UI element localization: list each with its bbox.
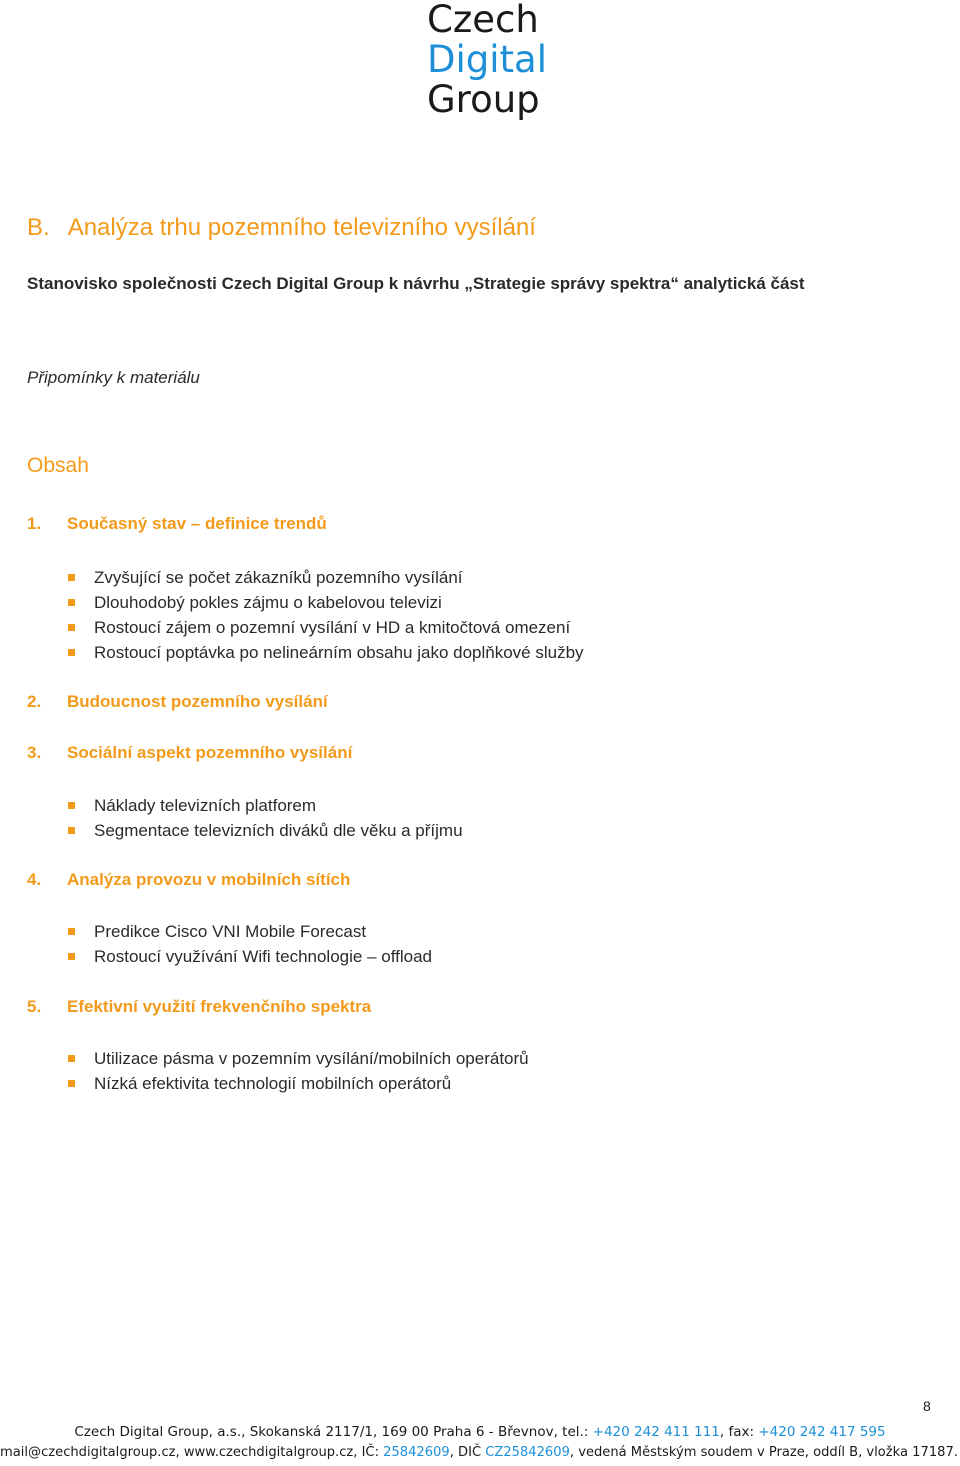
section-title: Současný stav – definice trendů: [67, 514, 327, 533]
logo-line-2: Digital: [427, 38, 547, 81]
section-title: Efektivní využití frekvenčního spektra: [67, 997, 372, 1016]
list-item: Zvyšující se počet zákazníků pozemního vysílání: [68, 565, 584, 590]
section-heading-3: [27, 743, 352, 763]
list-item: Nízká efektivita technologií mobilních operátorů: [68, 1071, 529, 1096]
section-number: 5.: [27, 997, 42, 1016]
section-heading-1: [27, 514, 327, 534]
section-number: 4.: [27, 870, 42, 889]
bullet-square-icon: [68, 1080, 75, 1087]
list-item: Segmentace televizních diváků dle věku a příjmu: [68, 818, 463, 843]
section-heading-5: [27, 997, 371, 1017]
section-number: 2.: [27, 692, 42, 711]
logo-line-1: Czech: [427, 0, 539, 41]
footer-address-line: Czech Digital Group, a.s., Skokanská 2117/1, 169 00 Praha 6 - Břevnov, tel.: +420 242 411 111, fax: +420 242 417 595: [74, 1424, 886, 1440]
list-item: Rostoucí zájem o pozemní vysílání v HD a kmitočtová omezení: [68, 615, 584, 640]
list-item: Rostoucí poptávka po nelineárním obsahu jako doplňkové služby: [68, 640, 584, 665]
bullet-square-icon: [68, 599, 75, 606]
bullet-square-icon: [68, 928, 75, 935]
list-item: Predikce Cisco VNI Mobile Forecast: [68, 919, 432, 944]
title-letter: B.: [27, 214, 50, 241]
section-1-list: [68, 565, 584, 665]
section-title: Budoucnost pozemního vysílání: [67, 692, 328, 711]
title-text: Analýza trhu pozemního televizního vysílání: [67, 214, 536, 241]
bullet-square-icon: [68, 953, 75, 960]
section-3-list: [68, 793, 463, 843]
bullet-square-icon: [68, 649, 75, 656]
section-title: Sociální aspekt pozemního vysílání: [67, 743, 353, 762]
section-heading-4: [27, 870, 350, 890]
section-number: 3.: [27, 743, 42, 762]
section-heading-2: [27, 692, 328, 712]
footer-registration-line: mail@czechdigitalgroup.cz, www.czechdigitalgroup.cz, IČ: 25842609, DIČ CZ25842609, vedená Městským soudem v Praze, oddíl B, vložka 17187.: [0, 1444, 958, 1460]
bullet-square-icon: [68, 624, 75, 631]
logo-line-3: Group: [427, 78, 540, 121]
list-item: Náklady televizních platforem: [68, 793, 463, 818]
section-title: Analýza provozu v mobilních sítích: [67, 870, 351, 889]
company-logo: [427, 0, 547, 120]
list-item: Utilizace pásma v pozemním vysílání/mobilních operátorů: [68, 1046, 529, 1071]
bullet-square-icon: [68, 1055, 75, 1062]
section-4-list: [68, 919, 432, 969]
page-number: 8: [923, 1398, 931, 1414]
section-5-list: [68, 1046, 529, 1096]
remarks-label: Připomínky k materiálu: [27, 368, 200, 387]
list-item: Dlouhodobý pokles zájmu o kabelovou televizi: [68, 590, 584, 615]
document-subtitle: Stanovisko společnosti Czech Digital Group k návrhu „Strategie správy spektra“ analytická část: [27, 274, 805, 293]
bullet-square-icon: [68, 827, 75, 834]
contents-heading: Obsah: [27, 454, 89, 477]
bullet-square-icon: [68, 802, 75, 809]
list-item: Rostoucí využívání Wifi technologie – offload: [68, 944, 432, 969]
page-title: [27, 214, 536, 242]
bullet-square-icon: [68, 574, 75, 581]
section-number: 1.: [27, 514, 42, 533]
